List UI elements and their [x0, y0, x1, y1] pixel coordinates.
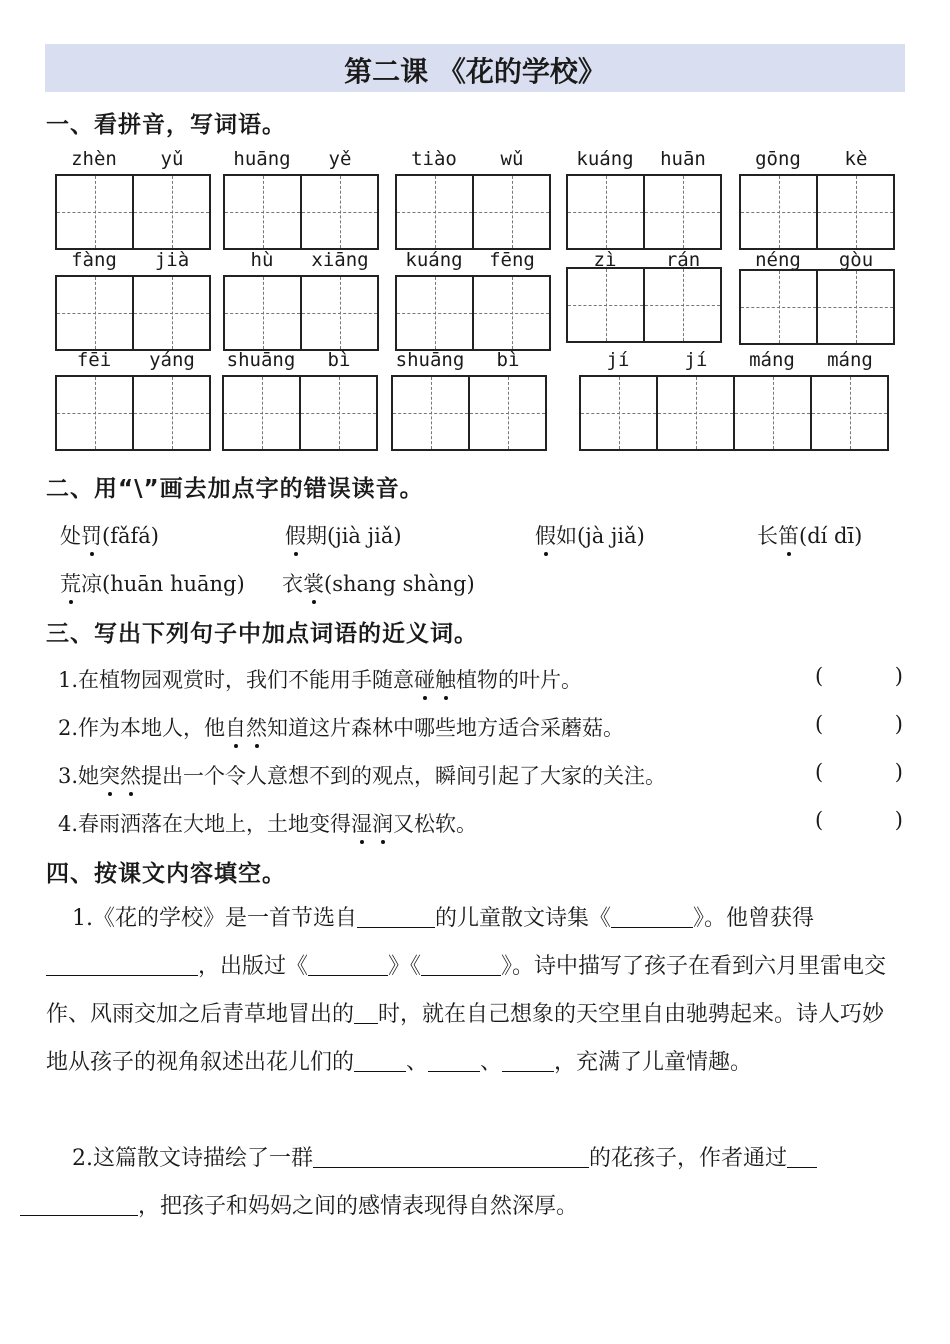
pinyin-label: kuáng — [405, 249, 463, 271]
pinyin-label: rán — [665, 249, 701, 271]
pron-text: 长 — [757, 524, 778, 548]
pinyin-label: máng — [749, 349, 795, 371]
writing-grid[interactable] — [566, 267, 722, 343]
pinyin-label: bì — [327, 349, 351, 371]
pron-item[interactable] — [282, 568, 475, 598]
fill-paragraph-1: 1.《花的学校》是一首节选自 的儿童散文诗集《 》。他曾获得，出版过《 》《 》。诗中描写了孩子在看到六月里雷电交作、风雨交加之后青草地冒出的 时，就在自己想象的天空里自由驰骋起来。诗人巧妙地从孩子的视角叙述出花儿们的 、 、 ，充满了儿童情趣。 — [46, 895, 906, 1087]
fill-blank[interactable] — [313, 1141, 589, 1168]
pron-options: (dí dī) — [799, 524, 863, 548]
fill-blank[interactable] — [354, 1045, 406, 1072]
pinyin-label: gòu — [838, 249, 874, 271]
fill-blank[interactable] — [354, 997, 378, 1024]
pinyin-label: jí — [606, 349, 630, 371]
pinyin-label: shuāng — [226, 349, 296, 371]
pinyin-label: shuāng — [395, 349, 465, 371]
pinyin-label: yě — [328, 148, 352, 170]
pron-options: 如(jà jiǎ) — [556, 524, 645, 548]
pron-text: 处 — [60, 524, 81, 548]
pinyin-label: tiào — [411, 148, 457, 170]
fill-blank[interactable] — [20, 1189, 138, 1216]
pinyin-label: huāng — [233, 148, 291, 170]
writing-grid[interactable] — [55, 375, 211, 451]
dotted-char: 荒 — [60, 568, 81, 598]
writing-grid[interactable] — [579, 375, 735, 451]
sentence: 2.作为本地人，他自然知道这片森林中哪些地方适合采蘑菇。 — [58, 712, 624, 742]
pron-options: 期(jià jiǎ) — [306, 524, 402, 548]
writing-grid[interactable] — [223, 174, 379, 250]
pron-item[interactable] — [535, 520, 645, 550]
fill-blank[interactable] — [46, 949, 198, 976]
sentence: 1.在植物园观赏时，我们不能用手随意碰触植物的叶片。 — [58, 664, 582, 694]
dotted-char: 罚 — [81, 520, 102, 550]
pinyin-label: zì — [593, 249, 617, 271]
section-2-heading: 二、用“\”画去加点字的错误读音。 — [46, 476, 424, 502]
pinyin-label: kè — [844, 148, 868, 170]
writing-grid[interactable] — [739, 269, 895, 345]
writing-grid[interactable] — [223, 275, 379, 351]
sentence: 3.她突然提出一个令人意想不到的观点，瞬间引起了大家的关注。 — [58, 760, 666, 790]
section-1-heading: 一、看拼音，写词语。 — [46, 112, 286, 138]
pinyin-label: bì — [496, 349, 520, 371]
writing-grid[interactable] — [733, 375, 889, 451]
fill-blank[interactable] — [308, 949, 388, 976]
pinyin-label: fēng — [489, 249, 535, 271]
pron-item[interactable] — [60, 520, 159, 550]
pinyin-label: gōng — [755, 148, 801, 170]
answer-parentheses[interactable]: ( ) — [815, 808, 903, 832]
writing-grid[interactable] — [391, 375, 547, 451]
dotted-char: 假 — [535, 520, 556, 550]
pron-text: 衣 — [282, 572, 303, 596]
fill-blank[interactable] — [421, 949, 501, 976]
fill-blank[interactable] — [787, 1141, 817, 1168]
pron-options: (fǎfá) — [102, 524, 159, 548]
pinyin-label: fàng — [71, 249, 117, 271]
section-3-heading: 三、写出下列句子中加点词语的近义词。 — [46, 621, 478, 647]
pron-item[interactable] — [757, 520, 862, 550]
answer-parentheses[interactable]: ( ) — [815, 664, 903, 688]
pinyin-label: máng — [827, 349, 873, 371]
fill-blank[interactable] — [428, 1045, 480, 1072]
pron-options: 凉(huān huāng) — [81, 572, 245, 596]
writing-grid[interactable] — [739, 174, 895, 250]
pinyin-label: kuáng — [576, 148, 634, 170]
fill-blank[interactable] — [357, 901, 435, 928]
dotted-char: 假 — [285, 520, 306, 550]
answer-parentheses[interactable]: ( ) — [815, 712, 903, 736]
pinyin-label: fēi — [76, 349, 112, 371]
pinyin-label: jià — [154, 249, 190, 271]
answer-parentheses[interactable]: ( ) — [815, 760, 903, 784]
fill-paragraph-2: 2.这篇散文诗描绘了一群 的花孩子，作者通过 ，把孩子和妈妈之间的感情表现得自然深厚。 — [46, 1135, 906, 1231]
dotted-char: 裳 — [303, 568, 324, 598]
pinyin-label: jí — [684, 349, 708, 371]
section-4-heading: 四、按课文内容填空。 — [46, 861, 286, 887]
writing-grid[interactable] — [55, 174, 211, 250]
writing-grid[interactable] — [566, 174, 722, 250]
pinyin-label: hù — [250, 249, 274, 271]
pron-item[interactable] — [285, 520, 402, 550]
pinyin-label: yǔ — [160, 148, 184, 170]
page-title: 第二课 《花的学校》 — [344, 55, 606, 88]
pinyin-label: yáng — [149, 349, 195, 371]
pron-options: (shang shàng) — [324, 572, 475, 596]
fill-blank[interactable] — [502, 1045, 554, 1072]
sentence: 4.春雨洒落在大地上，土地变得湿润又松软。 — [58, 808, 477, 838]
writing-grid[interactable] — [222, 375, 378, 451]
dotted-char: 笛 — [778, 520, 799, 550]
pinyin-label: xiāng — [311, 249, 369, 271]
pinyin-label: huān — [660, 148, 706, 170]
writing-grid[interactable] — [395, 174, 551, 250]
writing-grid[interactable] — [55, 275, 211, 351]
fill-blank[interactable] — [611, 901, 693, 928]
pinyin-label: zhèn — [71, 148, 117, 170]
pron-item[interactable] — [60, 568, 245, 598]
pinyin-label: wǔ — [500, 148, 524, 170]
writing-grid[interactable] — [395, 275, 551, 351]
pinyin-label: néng — [755, 249, 801, 271]
